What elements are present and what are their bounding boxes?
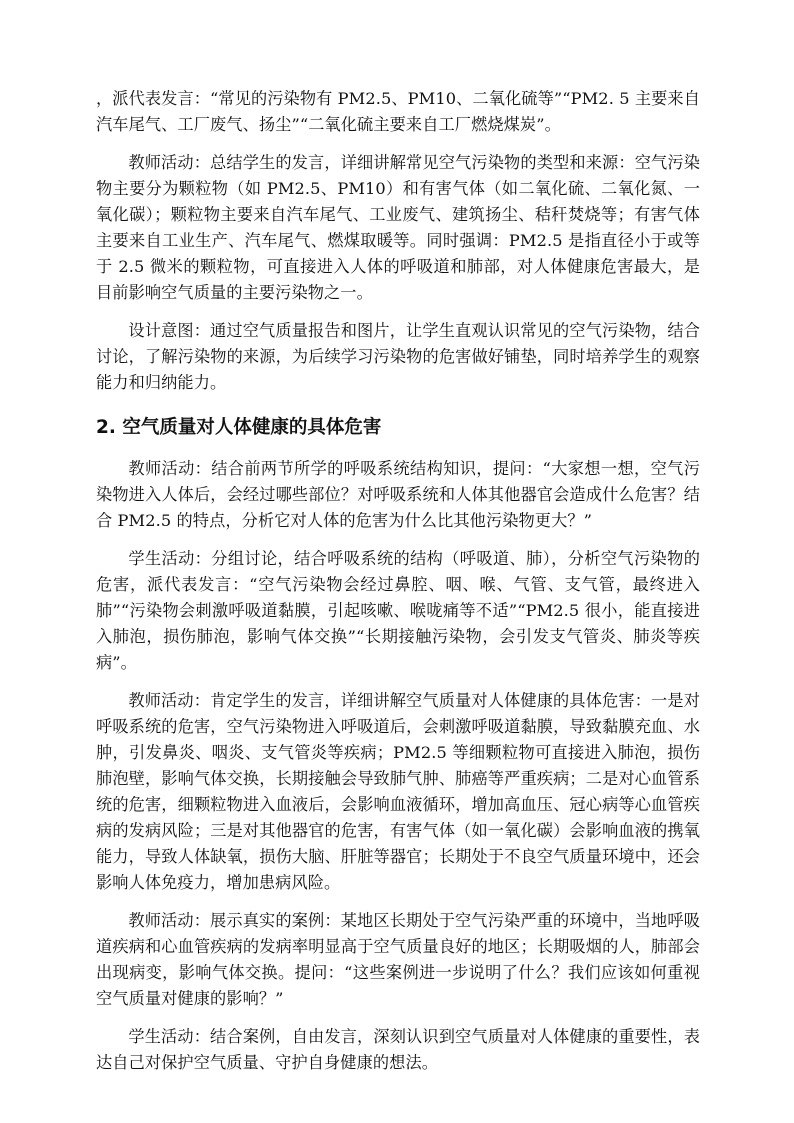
paragraph-teacher-case: 教师活动：展示真实的案例：某地区长期处于空气污染严重的环境中，当地呼吸道疾病和心血管疾病的发病率明显高于空气质量良好的地区；长期吸烟的人，肺部会出现病变，影响气体交换。提问：“这些案例进一步说明了什么？我们应该如何重视空气质量对健康的影响？”	[96, 911, 700, 1008]
paragraph-design-intent: 设计意图：通过空气质量报告和图片，让学生直观认识常见的空气污染物，结合讨论，了解污染物的来源，为后续学习污染物的危害做好铺垫，同时培养学生的观察能力和归纳能力。	[96, 321, 700, 392]
paragraph-student-reflection: 学生活动：结合案例，自由发言，深刻认识到空气质量对人体健康的重要性，表达自己对保护空气质量、守护自身健康的想法。	[96, 1027, 700, 1072]
paragraph-student-discussion: 学生活动：分组讨论，结合呼吸系统的结构（呼吸道、肺），分析空气污染物的危害，派代表发言：“空气污染物会经过鼻腔、咽、喉、气管、支气管，最终进入肺”“污染物会刺激呼吸道黏膜，引起咳嗽、喉咙痛等不适”“PM2.5 很小，能直接进入肺泡，损伤肺泡，影响气体交换”“长期接触污染物，会引发支气管炎、肺炎等疾病”。	[96, 549, 700, 672]
paragraph-student-activity-continued: ，派代表发言：“常见的污染物有 PM2.5、PM10、二氧化硫等”“PM2. 5 主要来自汽车尾气、工厂废气、扬尘”“二氧化硫主要来自工厂燃烧煤炭”。	[96, 89, 700, 134]
paragraph-teacher-question: 教师活动：结合前两节所学的呼吸系统结构知识，提问：“大家想一想，空气污染物进入人体后，会经过哪些部位？对呼吸系统和人体其他器官会造成什么危害？结合 PM2.5 的特点，分析它对人体的危害为什么比其他污染物更大？”	[96, 459, 700, 530]
page-body	[96, 86, 700, 1088]
section-heading: 2. 空气质量对人体健康的具体危害	[96, 417, 382, 438]
paragraph-teacher-summary: 教师活动：总结学生的发言，详细讲解常见空气污染物的类型和来源：空气污染物主要分为颗粒物（如 PM2.5、PM10）和有害气体（如二氧化硫、二氧化氮、一氧化碳）；颗粒物主要来自汽车尾气、工业废气、建筑扬尘、秸秆焚烧等；有害气体主要来自工业生产、汽车尾气、燃煤取暖等。同时强调：PM2.5 是指直径小于或等于 2.5 微米的颗粒物，可直接进入人体的呼吸道和肺部，对人体健康危害最大，是目前影响空气质量的主要污染物之一。	[96, 153, 700, 302]
paragraph-teacher-explanation: 教师活动：肯定学生的发言，详细讲解空气质量对人体健康的具体危害：一是对呼吸系统的危害，空气污染物进入呼吸道后，会刺激呼吸道黏膜，导致黏膜充血、水肿，引发鼻炎、咽炎、支气管炎等疾病；PM2.5 等细颗粒物可直接进入肺泡，损伤肺泡壁，影响气体交换，长期接触会导致肺气肿、肺癌等严重疾病；二是对心血管系统的危害，细颗粒物进入血液后，会影响血液循环，增加高血压、冠心病等心血管疾病的发病风险；三是对其他器官的危害，有害气体（如一氧化碳）会影响血液的携氧能力，导致人体缺氧，损伤大脑、肝脏等器官；长期处于不良空气质量环境中，还会影响人体免疫力，增加患病风险。	[96, 691, 700, 892]
